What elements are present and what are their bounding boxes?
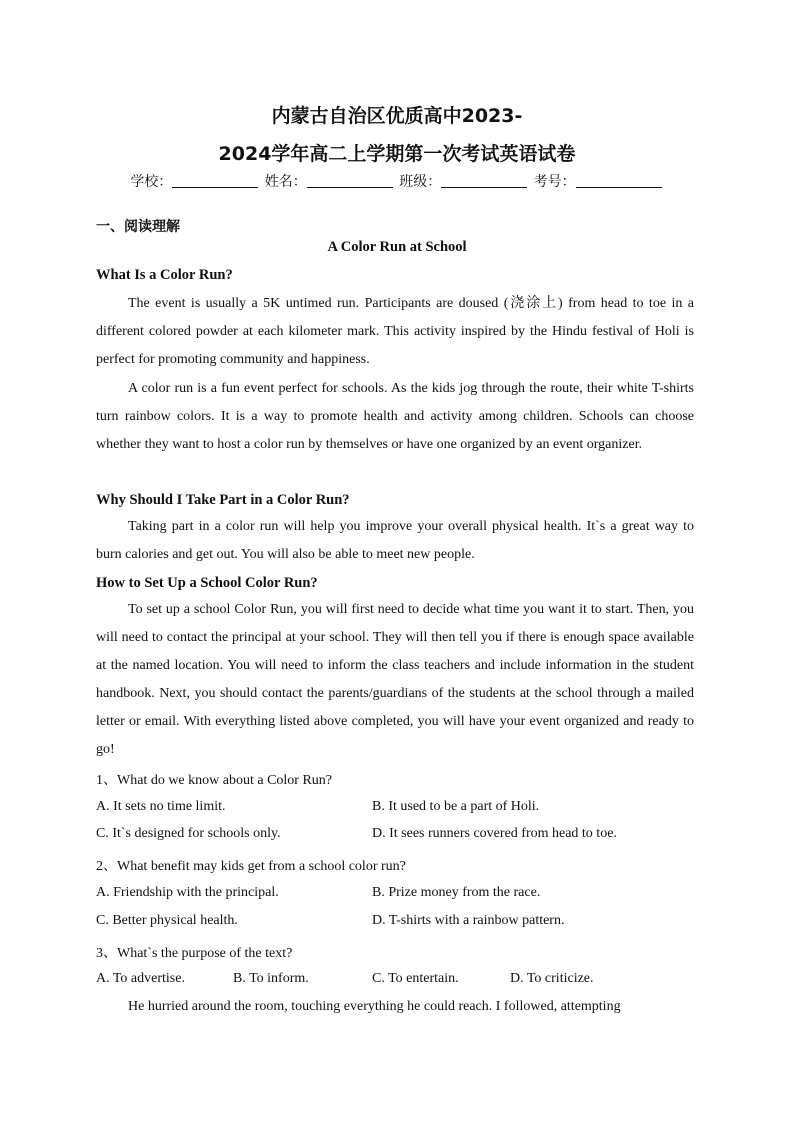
passage-heading-3: How to Set Up a School Color Run? xyxy=(96,575,318,591)
next-passage-start: He hurried around the room, touching everything he could reach. I followed, attempting xyxy=(128,999,621,1014)
exam-number-label: 考号： xyxy=(533,174,576,190)
school-blank[interactable] xyxy=(172,173,258,188)
name-label: 姓名： xyxy=(264,174,307,190)
question-2-option-d[interactable]: D. T-shirts with a rainbow pattern. xyxy=(372,913,565,928)
passage-paragraph-3: Taking part in a color run will help you improve your overall physical health. It`s a great way to burn calories and get out. You will also be able to meet new people. xyxy=(96,519,694,562)
passage-paragraph-1: The event is usually a 5K untimed run. Participants are doused (浇涂上) from head to toe in a different colored powder at each kilometer mark. This activity inspired by the Hindu festival of Holi is perfect for promoting community and happiness. xyxy=(96,296,694,367)
question-1-option-d[interactable]: D. It sees runners covered from head to toe. xyxy=(372,826,617,841)
passage-heading-2: Why Should I Take Part in a Color Run? xyxy=(96,492,350,508)
question-1-option-c[interactable]: C. It`s designed for schools only. xyxy=(96,826,281,841)
question-3-option-b[interactable]: B. To inform. xyxy=(233,971,309,986)
question-2-option-b[interactable]: B. Prize money from the race. xyxy=(372,885,541,900)
passage-paragraph-2: A color run is a fun event perfect for schools. As the kids jog through the route, their white T-shirts turn rainbow colors. It is a way to promote health and activity among children. Schools can choose whether they want to host a color run by themselves or have one organized by an event organizer. xyxy=(96,381,694,452)
exam-title-line1: 内蒙古自治区优质高中2023- xyxy=(271,105,523,127)
section-heading: 一、阅读理解 xyxy=(96,219,180,235)
passage-heading-1: What Is a Color Run? xyxy=(96,267,233,283)
school-label: 学校： xyxy=(130,174,173,190)
class-label: 班级： xyxy=(399,174,442,190)
passage-paragraph-4: To set up a school Color Run, you will first need to decide what time you want it to start. Then, you will need to contact the principal at your school. They will then tell you if there is enough space available at the named location. You will need to inform the class teachers and include information in the student handbook. Next, you should contact the parents/guardians of the students at the school through a mailed letter or email. With everything listed above completed, you will have your event organized and ready to go! xyxy=(96,602,694,757)
question-3-option-a[interactable]: A. To advertise. xyxy=(96,971,185,986)
exam-number-blank[interactable] xyxy=(576,173,662,188)
question-1-option-a[interactable]: A. It sets no time limit. xyxy=(96,799,226,814)
question-1-option-b[interactable]: B. It used to be a part of Holi. xyxy=(372,799,540,814)
exam-title-line2: 2024学年高二上学期第一次考试英语试卷 xyxy=(218,143,576,165)
question-3-option-c[interactable]: C. To entertain. xyxy=(372,971,459,986)
class-blank[interactable] xyxy=(441,173,527,188)
passage-title: A Color Run at School xyxy=(327,239,467,255)
question-1-stem: 1、What do we know about a Color Run? xyxy=(96,773,333,788)
question-2-option-a[interactable]: A. Friendship with the principal. xyxy=(96,885,279,900)
question-3-stem: 3、What`s the purpose of the text? xyxy=(96,946,293,961)
question-3-option-d[interactable]: D. To criticize. xyxy=(510,971,594,986)
question-2-stem: 2、What benefit may kids get from a school color run? xyxy=(96,859,406,874)
question-2-option-c[interactable]: C. Better physical health. xyxy=(96,913,238,928)
name-blank[interactable] xyxy=(307,173,393,188)
student-info-fields xyxy=(0,171,794,191)
